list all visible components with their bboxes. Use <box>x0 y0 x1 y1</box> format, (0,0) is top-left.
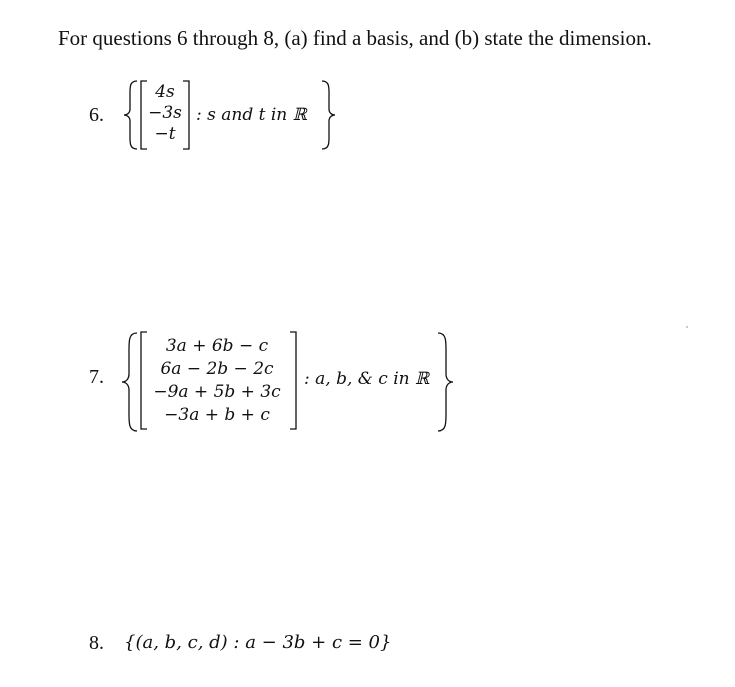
right-matrix-bracket-icon <box>288 331 298 431</box>
question-number: 7. <box>89 366 104 388</box>
set-definition: {(a, b, c, d) : a − 3b + c = 0} <box>124 632 392 653</box>
set-condition: : s and t in ℝ <box>196 105 307 125</box>
vector-entry: 6a − 2b − 2c <box>160 359 274 379</box>
vector-entry: 3a + 6b − c <box>165 336 269 356</box>
vector-entries <box>146 335 288 427</box>
question-number: 8. <box>89 632 104 654</box>
vector-entry: −9a + 5b + 3c <box>153 382 281 402</box>
right-matrix-bracket-icon <box>181 80 191 150</box>
question-number: 6. <box>89 104 104 126</box>
speck-mark <box>686 326 688 328</box>
set-condition: : a, b, & c in ℝ <box>304 369 430 389</box>
vector-entry: −3a + b + c <box>164 405 270 425</box>
right-set-brace-icon <box>318 80 342 150</box>
vector-entry: 4s <box>155 82 175 102</box>
instructions-heading: For questions 6 through 8, (a) find a basis, and (b) state the dimension. <box>58 26 652 50</box>
right-set-brace-icon <box>434 332 460 432</box>
vector-entries <box>146 82 184 145</box>
vector-entry: −t <box>154 124 176 144</box>
vector-entry: −3s <box>148 103 182 123</box>
